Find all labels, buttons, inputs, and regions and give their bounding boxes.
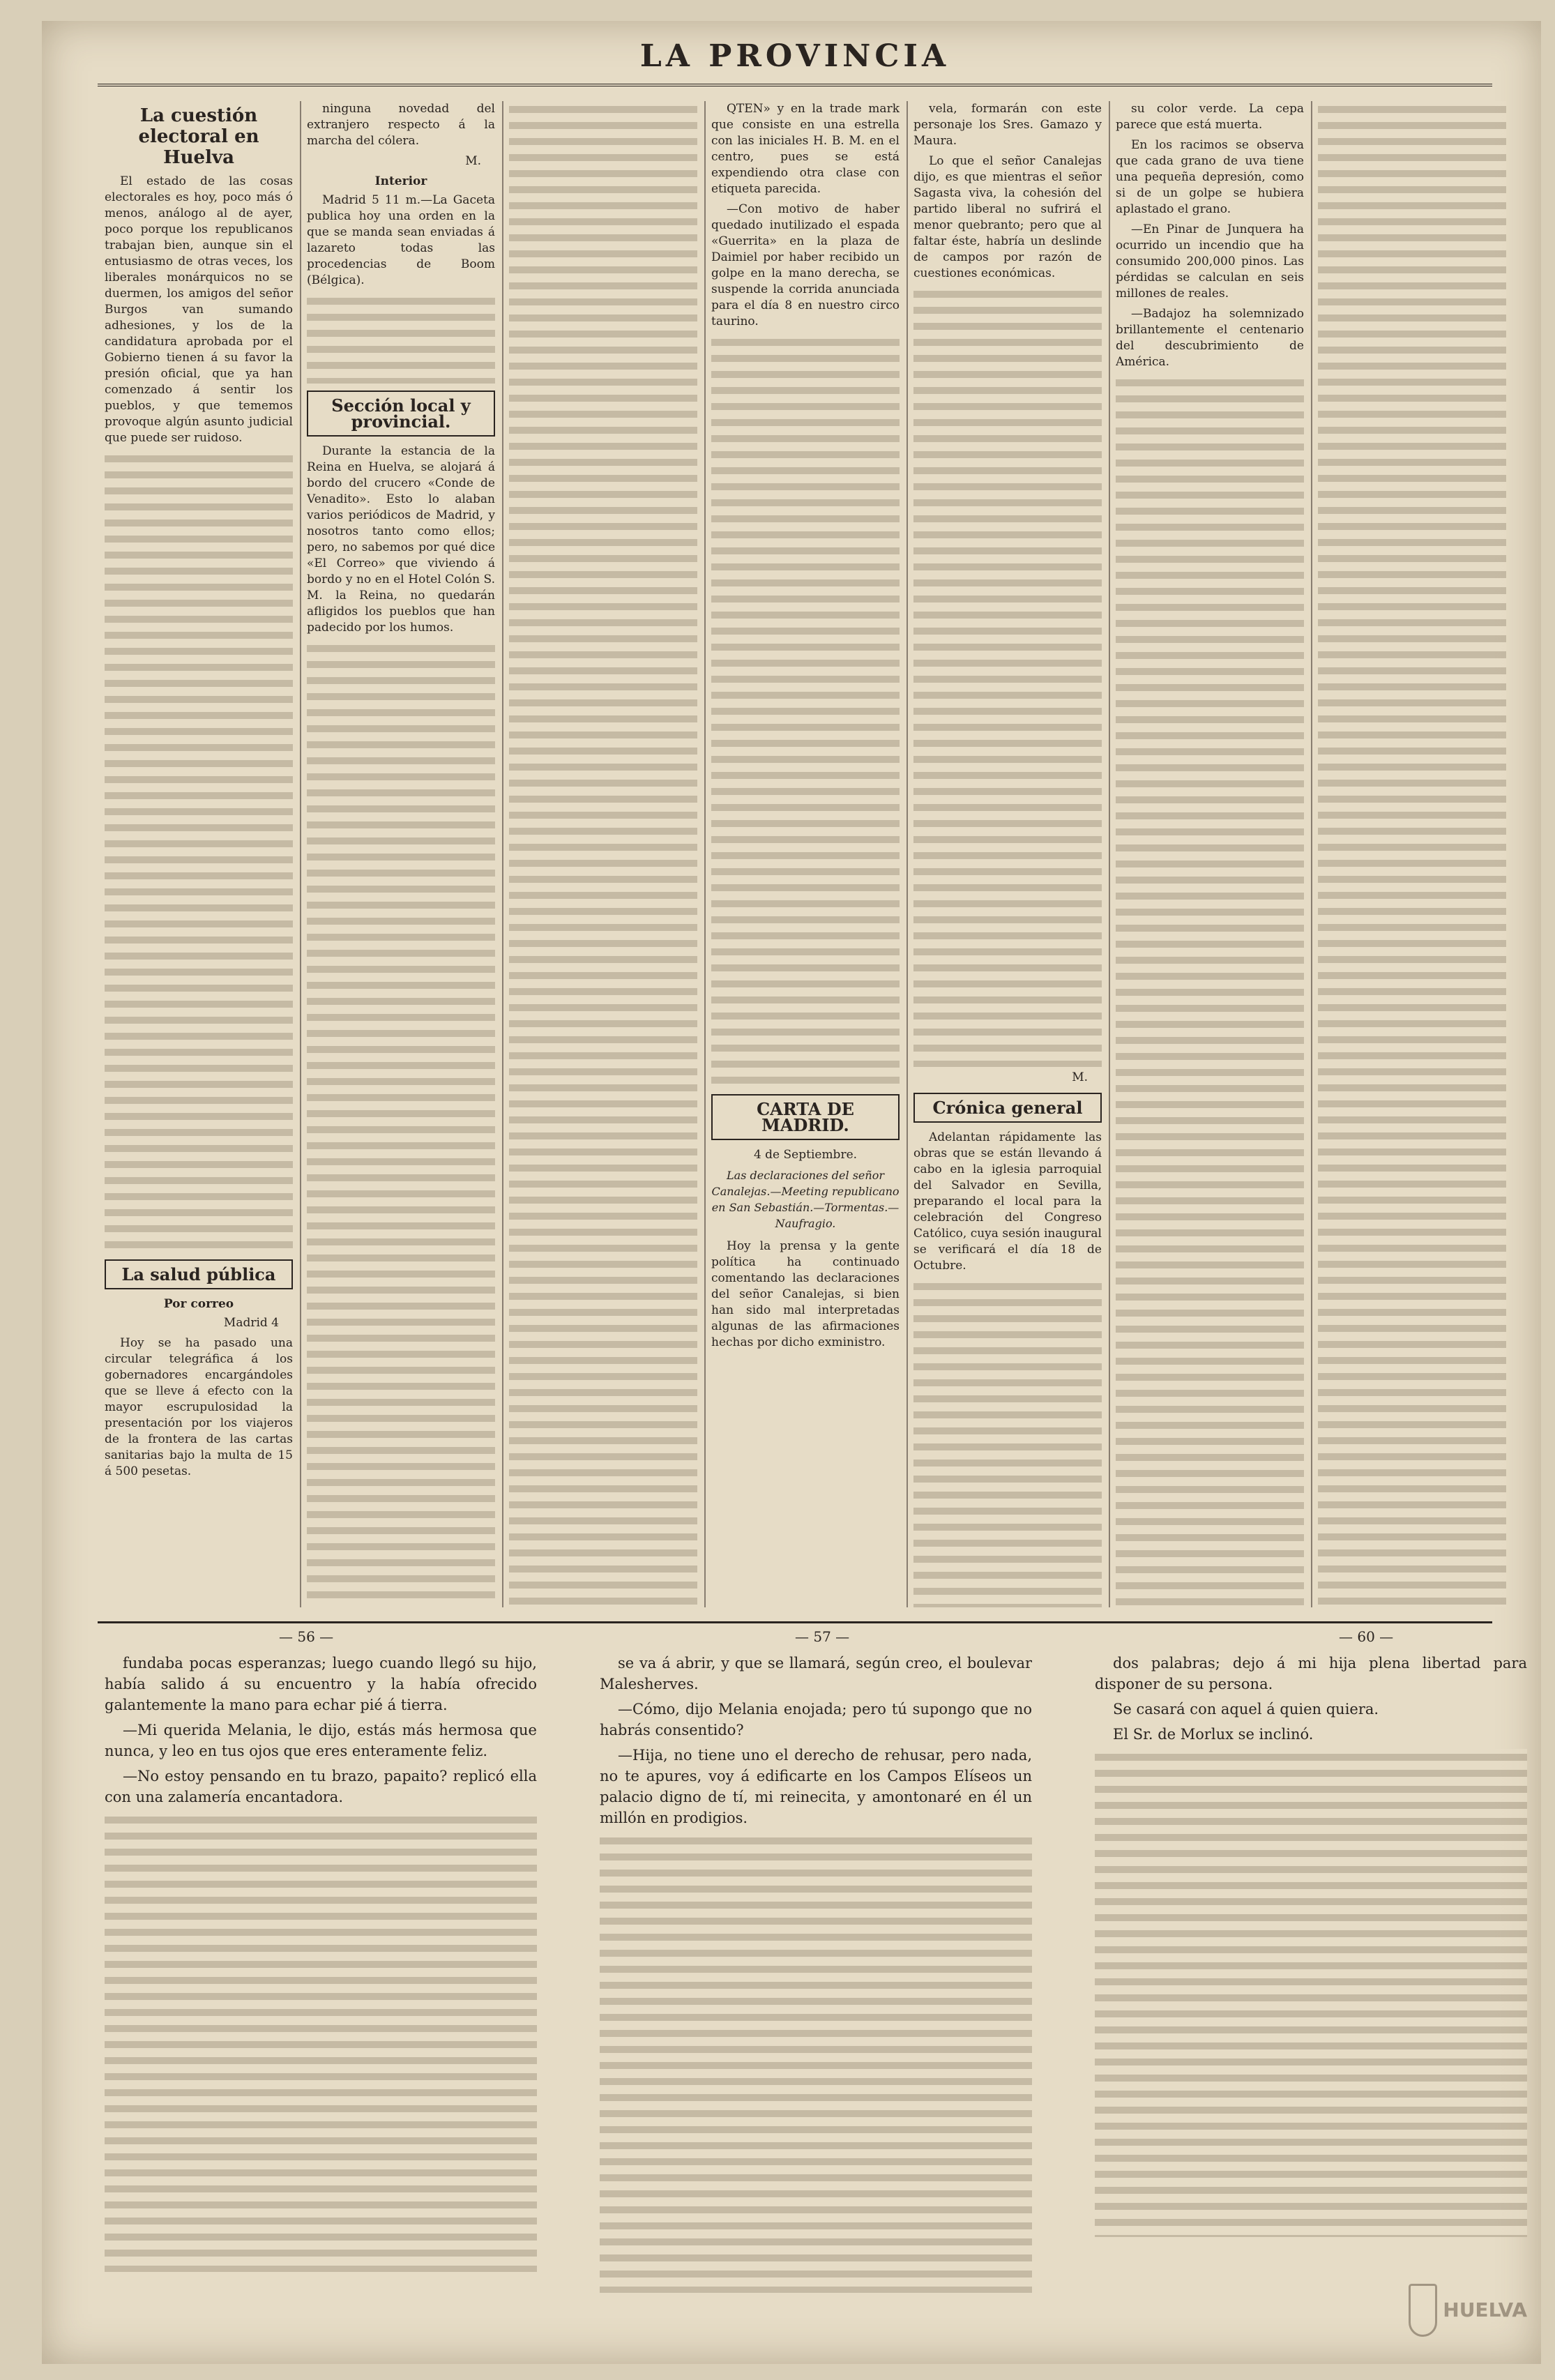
- signature: M.: [465, 154, 481, 168]
- serial-text: se va á abrir, y que se llamará, según creo, el boulevar Malesherves.: [600, 1655, 1032, 1692]
- article-text: —Badajoz ha solemnizado brillantemente el centenario del descubrimiento de América.: [1116, 307, 1304, 369]
- text-lines: [105, 1812, 537, 2272]
- text-lines: [1116, 374, 1304, 1607]
- column-divider: [300, 101, 301, 1607]
- text-lines: [913, 1278, 1102, 1607]
- article-text: Lo que el señor Canalejas dijo, es que mientras el señor Sagasta viva, la cohesión del partido liberal no sufrirá el menor quebranto; pero que al faltar éste, habría un deslinde de campos por razón de cuestiones económicas.: [913, 154, 1102, 280]
- column-2: [307, 101, 495, 1607]
- serial-column-2: [600, 1653, 1032, 2315]
- article-text: vela, formarán con este personaje los Sres. Gamazo y Maura.: [913, 102, 1102, 148]
- dateline: Madrid 4: [223, 1316, 279, 1330]
- section-rule: [98, 1621, 1492, 1623]
- text-lines: [105, 450, 293, 1252]
- column-3: [509, 101, 697, 1607]
- newspaper-title: LA PROVINCIA: [639, 38, 950, 74]
- serial-text: fundaba pocas esperanzas; luego cuando llegó su hijo, había salido á su encuentro y la había ofrecido galantemente la mano para echar pié á tierra.: [105, 1655, 537, 1713]
- column-4: [711, 101, 900, 1607]
- page-number: — 60 —: [1339, 1628, 1394, 1645]
- column-divider: [502, 101, 503, 1607]
- masthead: [98, 28, 1492, 86]
- article-heading: CARTA DE MADRID.: [711, 1094, 900, 1140]
- serial-column-1: [105, 1653, 537, 2315]
- text-lines: [1318, 101, 1506, 1607]
- page-number: — 56 —: [279, 1628, 334, 1645]
- text-lines: [600, 1833, 1032, 2293]
- article-text: —Con motivo de haber quedado inutilizado el espada «Guerrita» en la plaza de Daimiel por haber recibido un golpe en la mano derecha, se suspende la corrida anunciada para el día 8 en nuestro circo taurino.: [711, 202, 900, 328]
- article-text: ninguna novedad del extranjero respecto á la marcha del cólera.: [307, 102, 495, 148]
- serial-text: —Mi querida Melania, le dijo, estás más hermosa que nunca, y leo en tus ojos que eres enteramente feliz.: [105, 1722, 537, 1759]
- article-text: En los racimos se observa que cada grano de uva tiene una pequeña depresión, como si de un golpe se hubiera aplastado el grano.: [1116, 138, 1304, 216]
- serial-text: —Cómo, dijo Melania enojada; pero tú supongo que no habrás consentido?: [600, 1701, 1032, 1738]
- column-5: [913, 101, 1102, 1607]
- text-lines: [509, 101, 697, 1607]
- column-divider: [704, 101, 706, 1607]
- column-1: [105, 101, 293, 1607]
- section-subheading: Interior: [374, 174, 427, 188]
- column-7: [1318, 101, 1506, 1607]
- serial-column-3: [1095, 1653, 1527, 2315]
- column-divider: [907, 101, 908, 1607]
- article-text: su color verde. La cepa parece que está muerta.: [1116, 102, 1304, 132]
- article-text: Hoy se ha pasado una circular telegráfica á los gobernadores encargándoles que se lleve á efecto con la mayor escrupulosidad la presentación por los viajeros de la frontera de las cartas sanitarias bajo la multa de 15 á 500 pesetas.: [105, 1336, 293, 1478]
- stamp-text: HUELVA: [1443, 2298, 1527, 2321]
- article-heading: Sección local y provincial.: [307, 391, 495, 437]
- article-text: —En Pinar de Junquera ha ocurrido un incendio que ha consumido 200,000 pinos. Las pérdidas se calculan en seis millones de reales.: [1116, 222, 1304, 301]
- article-heading: La cuestión electoral en Huelva: [138, 105, 259, 168]
- article-heading: Crónica general: [913, 1093, 1102, 1123]
- text-lines: [913, 286, 1102, 1067]
- serial-text: dos palabras; dejo á mi hija plena libertad para disponer de su persona.: [1095, 1655, 1527, 1692]
- article-text: Durante la estancia de la Reina en Huelva, se alojará á bordo del crucero «Conde de Venadito». Esto lo alaban varios periódicos de Madrid, y nosotros tanto como ellos; pero, no sabemos por qué dice «El Correo» que viviendo á bordo y no en el Hotel Colón S. M. la Reina, no quedarán afligidos los pueblos que han padecido por los humos.: [307, 444, 495, 635]
- article-text: Adelantan rápidamente las obras que se están llevando á cabo en la iglesia parroquial del Salvador en Sevilla, preparando el local para la celebración del Congreso Católico, cuya sesión inaugural se verificará el día 18 de Octubre.: [913, 1130, 1102, 1273]
- column-6: [1116, 101, 1304, 1607]
- text-lines: [307, 640, 495, 1607]
- article-text: Madrid 5 11 m.—La Gaceta publica hoy una orden en la que se manda sean enviadas á lazareto todas las procedencias de Boom (Bélgica).: [307, 193, 495, 287]
- article-text: El estado de las cosas electorales es hoy, poco más ó menos, análogo al de ayer, poco porque los republicanos trabajan bien, aunque sin el entusiasmo de otras veces, los liberales monárquicos no se duermen, los amigos del señor Burgos van sumando adhesiones, y los de la candidatura aprobada por el Gobierno tienen á su favor la presión oficial, que ya han comenzado á sentir los pueblos, y que tememos provoque algún asunto judicial que puede ser ruidoso.: [105, 174, 293, 445]
- column-divider: [1109, 101, 1110, 1607]
- article-heading: La salud pública: [105, 1259, 293, 1289]
- article-text: QTEN» y en la trade mark que consiste en una estrella con las iniciales H. B. M. en el centro, pues se está expendiendo otra clase con etiqueta parecida.: [711, 102, 900, 196]
- signature: M.: [1072, 1070, 1088, 1084]
- serial-text: El Sr. de Morlux se inclinó.: [1113, 1726, 1314, 1743]
- serial-text: Se casará con aquel á quien quiera.: [1113, 1701, 1379, 1718]
- serial-text: —Hija, no tiene uno el derecho de rehusar, pero nada, no te apures, voy á edificarte en los Campos Elíseos un palacio digno de tí, mi reinecita, y amontonaré en él un millón en prodigios.: [600, 1747, 1032, 1826]
- article-text: Hoy la prensa y la gente política ha continuado comentando las declaraciones del señor Canalejas, si bien han sido mal interpretadas algunas de las afirmaciones hechas por dicho exministro.: [711, 1239, 900, 1349]
- column-divider: [1311, 101, 1312, 1607]
- archive-stamp: [1409, 2268, 1527, 2352]
- serial-text: —No estoy pensando en tu brazo, papaito? replicó ella con una zalamería encantadora.: [105, 1768, 537, 1805]
- page-number: — 57 —: [795, 1628, 850, 1645]
- text-lines: [307, 293, 495, 384]
- text-lines: [711, 334, 900, 1087]
- dateline: 4 de Septiembre.: [753, 1148, 858, 1162]
- crest-icon: [1409, 2284, 1437, 2337]
- article-summary: Las declaraciones del señor Canalejas.—Meeting republicano en San Sebastián.—Tormentas.—Naufragio.: [711, 1169, 900, 1230]
- section-subheading: Por correo: [163, 1297, 234, 1311]
- text-lines: [1095, 1749, 1527, 2237]
